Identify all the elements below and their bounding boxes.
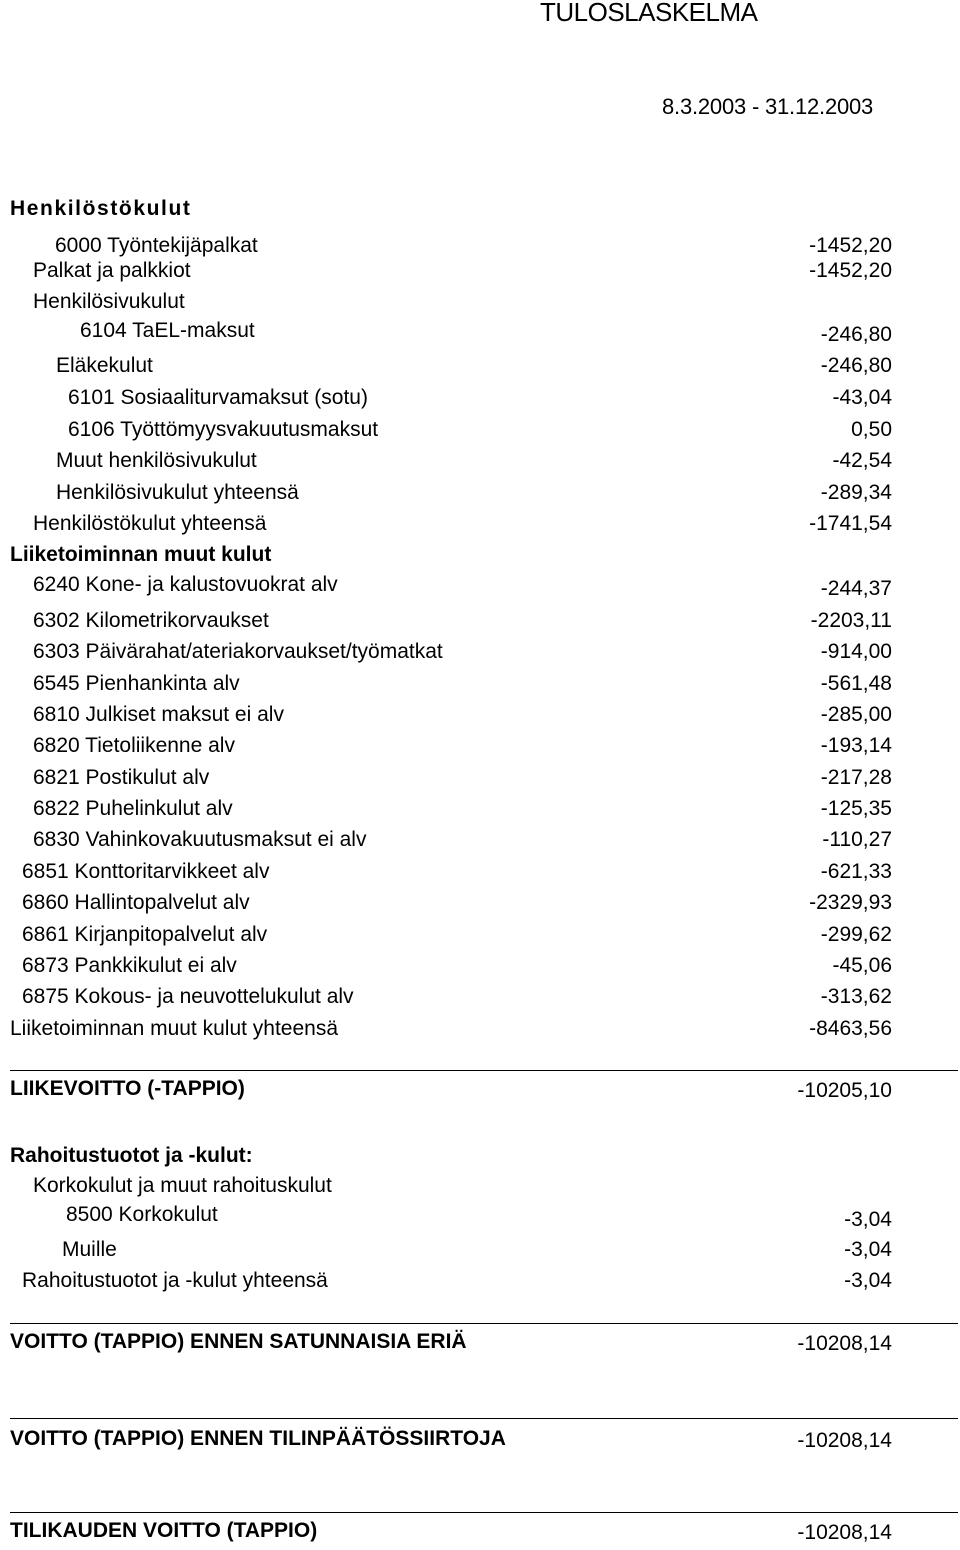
section-heading-henkilostokulut: Henkilöstökulut (10, 197, 192, 220)
row-label-henkilosivukulut-yhteensa: Henkilösivukulut yhteensä (56, 481, 299, 504)
row-value-tilikauden-voitto: -10208,14 (797, 1521, 892, 1544)
row-value-6875: -313,62 (820, 985, 892, 1008)
row-value-6830: -110,27 (822, 828, 892, 851)
row-label-muille: Muille (62, 1238, 117, 1261)
row-label-elakekulut: Eläkekulut (56, 354, 153, 377)
row-value-voitto-ennen-tilinpaatossiirtoja: -10208,14 (797, 1429, 892, 1452)
row-value-tael: -246,80 (820, 323, 892, 346)
rule-top-satunnaiset (10, 1323, 958, 1324)
row-label-tyontekijapalkat: 6000 Työntekijäpalkat (55, 234, 258, 257)
row-value-6303: -914,00 (820, 640, 892, 663)
row-value-muille: -3,04 (844, 1238, 892, 1261)
row-value-elakekulut: -246,80 (820, 354, 892, 377)
row-value-sotu: -43,04 (832, 386, 892, 409)
row-value-muut-henkilosivukulut: -42,54 (832, 449, 892, 472)
rule-top-liikevoitto (10, 1070, 958, 1071)
row-label-muut-henkilosivukulut: Muut henkilösivukulut (56, 449, 257, 472)
row-label-6873: 6873 Pankkikulut ei alv (22, 954, 237, 977)
row-label-6822: 6822 Puhelinkulut alv (33, 797, 233, 820)
row-label-voitto-ennen-satunnaisia: VOITTO (TAPPIO) ENNEN SATUNNAISIA ERIÄ (10, 1330, 467, 1353)
row-label-tilikauden-voitto: TILIKAUDEN VOITTO (TAPPIO) (10, 1519, 318, 1542)
row-value-6873: -45,06 (832, 954, 892, 977)
row-label-6240: 6240 Kone- ja kalustovuokrat alv (33, 573, 338, 596)
row-value-6810: -285,00 (820, 703, 892, 726)
row-value-liikevoitto: -10205,10 (797, 1079, 892, 1102)
row-label-henkilosivukulut: Henkilösivukulut (33, 290, 185, 313)
row-value-6861: -299,62 (820, 923, 892, 946)
row-label-sotu: 6101 Sosiaaliturvamaksut (sotu) (68, 386, 368, 409)
row-value-henkilosivukulut-yhteensa: -289,34 (820, 481, 892, 504)
doc-period: 8.3.2003 - 31.12.2003 (662, 94, 874, 119)
row-label-6303: 6303 Päivärahat/ateriakorvaukset/työmatkat (33, 640, 443, 663)
row-label-palkat: Palkat ja palkkiot (33, 259, 191, 282)
row-value-voitto-ennen-satunnaisia: -10208,14 (797, 1332, 892, 1355)
row-value-6822: -125,35 (820, 797, 892, 820)
row-label-6875: 6875 Kokous- ja neuvottelukulut alv (22, 985, 354, 1008)
row-label-6545: 6545 Pienhankinta alv (33, 672, 240, 695)
row-label-6810: 6810 Julkiset maksut ei alv (33, 703, 284, 726)
row-label-6851: 6851 Konttoritarvikkeet alv (22, 860, 270, 883)
row-value-6240: -244,37 (820, 577, 892, 600)
row-value-6851: -621,33 (820, 860, 892, 883)
row-value-liiketoiminnan-muut-kulut-yhteensa: -8463,56 (809, 1017, 892, 1040)
row-value-6820: -193,14 (820, 734, 892, 757)
row-value-tyontekijapalkat: -1452,20 (809, 234, 892, 257)
row-label-6860: 6860 Hallintopalvelut alv (22, 891, 250, 914)
row-label-6861: 6861 Kirjanpitopalvelut alv (22, 923, 268, 946)
row-label-rahoitustuotot-yhteensa: Rahoitustuotot ja -kulut yhteensä (22, 1269, 328, 1292)
row-label-korkokulut-ja-muut: Korkokulut ja muut rahoituskulut (33, 1174, 332, 1197)
row-value-rahoitustuotot-yhteensa: -3,04 (844, 1269, 892, 1292)
row-value-6821: -217,28 (820, 766, 892, 789)
row-label-voitto-ennen-tilinpaatossiirtoja: VOITTO (TAPPIO) ENNEN TILINPÄÄTÖSSIIRTOJA (10, 1427, 506, 1450)
row-label-tyottomyys: 6106 Työttömyysvakuutusmaksut (68, 418, 379, 441)
row-label-tael: 6104 TaEL-maksut (80, 319, 255, 342)
row-value-6545: -561,48 (820, 672, 892, 695)
row-label-6302: 6302 Kilometrikorvaukset (33, 609, 269, 632)
row-label-liiketoiminnan-muut-kulut-yhteensa: Liiketoiminnan muut kulut yhteensä (10, 1017, 339, 1040)
doc-title: TULOSLASKELMA (540, 0, 758, 27)
rule-top-tilinpaatos (10, 1418, 958, 1419)
row-value-tyottomyys: 0,50 (851, 418, 892, 441)
row-label-6830: 6830 Vahinkovakuutusmaksut ei alv (33, 828, 367, 851)
row-label-6820: 6820 Tietoliikenne alv (33, 734, 235, 757)
rule-top-tilikauden (10, 1512, 958, 1513)
row-value-henkilostokulut-yhteensa: -1741,54 (809, 512, 892, 535)
row-value-6302: -2203,11 (810, 609, 892, 632)
row-label-liikevoitto: LIIKEVOITTO (-TAPPIO) (10, 1077, 245, 1100)
section-heading-liiketoiminnan-muut-kulut: Liiketoiminnan muut kulut (10, 543, 272, 566)
row-label-henkilostokulut-yhteensa: Henkilöstökulut yhteensä (33, 512, 267, 535)
row-label-6821: 6821 Postikulut alv (33, 766, 210, 789)
row-value-6860: -2329,93 (809, 891, 892, 914)
row-value-8500: -3,04 (844, 1208, 892, 1231)
row-value-palkat: -1452,20 (809, 259, 892, 282)
row-label-8500: 8500 Korkokulut (66, 1203, 218, 1226)
section-heading-rahoitustuotot: Rahoitustuotot ja -kulut: (10, 1144, 253, 1167)
